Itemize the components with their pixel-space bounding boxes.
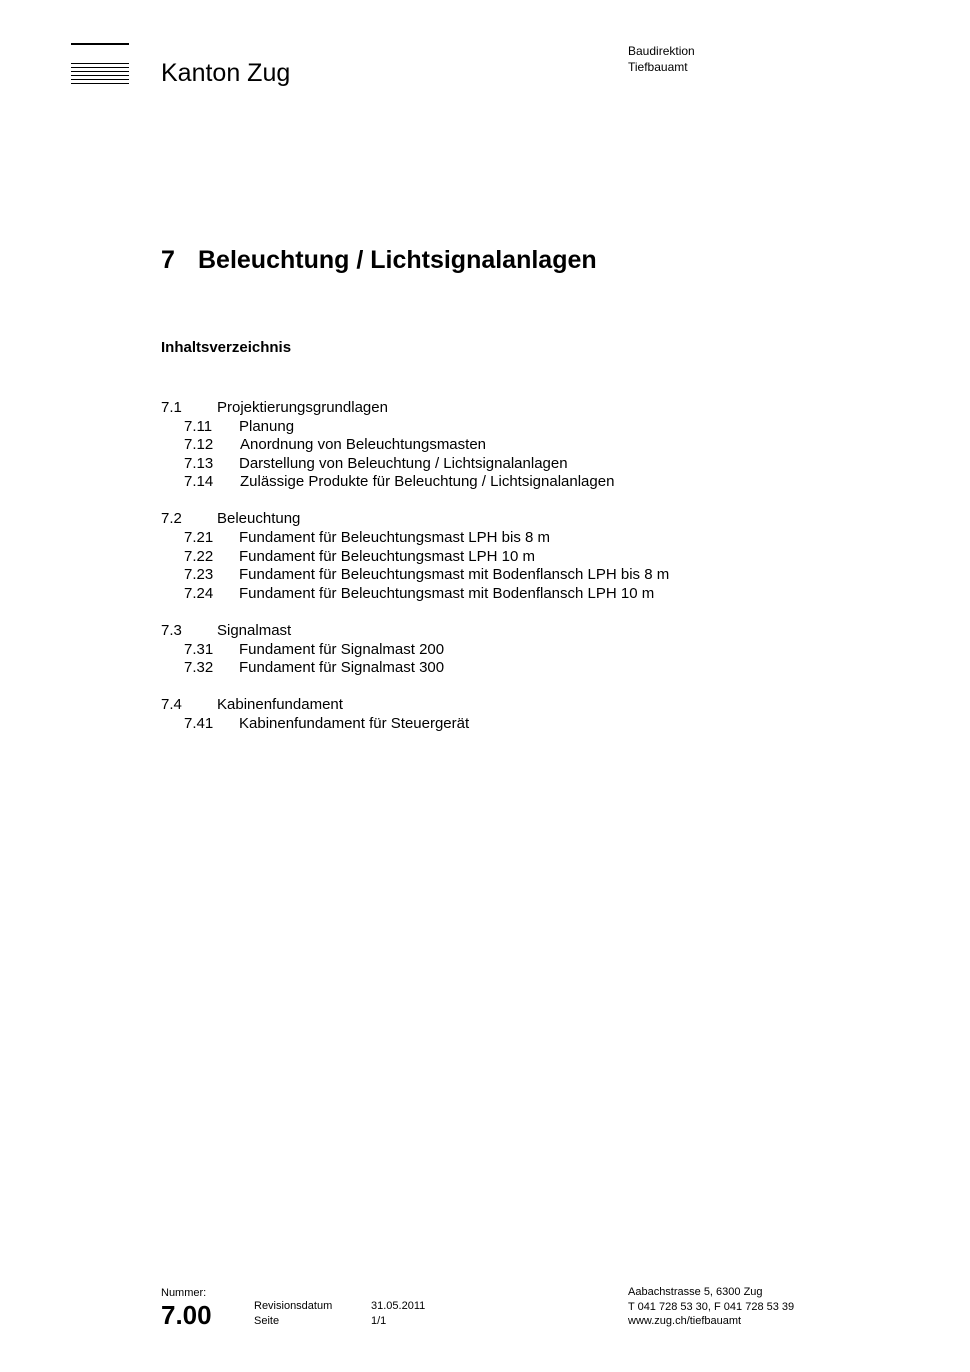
- toc-section-row: [161, 696, 861, 715]
- toc-item-title: Zulässige Produkte für Beleuchtung / Lichtsignalanlagen: [240, 473, 615, 491]
- toc-item-number: 7.11: [184, 417, 213, 435]
- toc-item-number: 7.32: [184, 659, 214, 677]
- department-name: Baudirektion: [628, 44, 695, 58]
- toc-item-title: Darstellung von Beleuchtung / Lichtsignalanlagen: [239, 454, 568, 472]
- toc-item-title: Fundament für Beleuchtungsmast LPH bis 8 m: [239, 529, 550, 547]
- toc-item: [161, 418, 861, 437]
- toc-item: [161, 548, 861, 567]
- toc-item-title: Fundament für Signalmast 300: [239, 659, 445, 677]
- toc-section-title: Projektierungsgrundlagen: [217, 399, 388, 416]
- logo-text: Kanton Zug: [161, 59, 291, 87]
- toc-item: [161, 585, 861, 604]
- toc-item-number: 7.21: [184, 529, 214, 547]
- toc-section: [161, 510, 861, 603]
- toc-section-number: 7.4: [161, 696, 182, 714]
- toc-section: [161, 696, 861, 733]
- toc-item-title: Fundament für Beleuchtungsmast mit Bodenflansch LPH 10 m: [239, 584, 655, 602]
- toc-section-title: Beleuchtung: [217, 510, 301, 528]
- number-label: Nummer:: [161, 1287, 207, 1299]
- toc-section-number: 7.3: [161, 621, 182, 639]
- toc-section-number: 7.1: [161, 399, 182, 416]
- revision-label: Revisionsdatum: [254, 1300, 333, 1312]
- toc-item-number: 7.31: [184, 640, 214, 658]
- toc-heading: Inhaltsverzeichnis: [161, 339, 292, 356]
- toc-section-title: Signalmast: [217, 621, 292, 639]
- toc-item: [161, 641, 861, 660]
- toc-item-number: 7.23: [184, 566, 214, 584]
- address-line: Aabachstrasse 5, 6300 Zug: [628, 1286, 763, 1298]
- web-link[interactable]: www.zug.ch/tiefbauamt: [628, 1315, 742, 1327]
- table-of-contents: [161, 399, 861, 752]
- toc-item: [161, 529, 861, 548]
- toc-item-number: 7.12: [184, 436, 214, 454]
- toc-item-title: Fundament für Signalmast 200: [239, 640, 445, 658]
- chapter-number: 7: [161, 246, 175, 274]
- toc-section-row: [161, 510, 861, 529]
- toc-item: [161, 455, 861, 474]
- page-label: Seite: [254, 1315, 280, 1327]
- office-name: Tiefbauamt: [628, 60, 688, 74]
- toc-item-title: Fundament für Beleuchtungsmast LPH 10 m: [239, 547, 535, 565]
- toc-item-number: 7.24: [184, 584, 214, 602]
- phone-fax-line: T 041 728 53 30, F 041 728 53 39: [628, 1300, 795, 1313]
- toc-section-row: [161, 399, 861, 418]
- toc-section: [161, 622, 861, 678]
- revision-date: 31.05.2011: [371, 1300, 426, 1312]
- toc-section: [161, 399, 861, 492]
- toc-item-number: 7.41: [184, 714, 214, 732]
- toc-item-number: 7.13: [184, 454, 214, 472]
- toc-item: [161, 566, 861, 585]
- toc-item: [161, 473, 861, 492]
- toc-item: [161, 715, 861, 734]
- toc-item-number: 7.14: [184, 473, 214, 491]
- chapter-title-text: Beleuchtung / Lichtsignalanlagen: [198, 246, 597, 274]
- toc-item: [161, 659, 861, 678]
- document-number: 7.00: [161, 1300, 212, 1330]
- toc-item-title: Anordnung von Beleuchtungsmasten: [240, 436, 487, 454]
- toc-item-title: Kabinenfundament für Steuergerät: [239, 714, 470, 732]
- address-block: [628, 1285, 794, 1329]
- toc-section-number: 7.2: [161, 510, 182, 528]
- toc-section-row: [161, 622, 861, 641]
- chapter-title: [161, 244, 597, 276]
- toc-item-title: Fundament für Beleuchtungsmast mit Bodenflansch LPH bis 8 m: [239, 566, 670, 584]
- toc-item-number: 7.22: [184, 547, 214, 565]
- page-number: 1/1: [371, 1315, 387, 1327]
- toc-item: [161, 436, 861, 455]
- department-block: [628, 43, 695, 75]
- toc-item-title: Planung: [239, 417, 295, 435]
- kanton-zug-logo-icon: [71, 43, 129, 85]
- toc-section-title: Kabinenfundament: [217, 696, 343, 714]
